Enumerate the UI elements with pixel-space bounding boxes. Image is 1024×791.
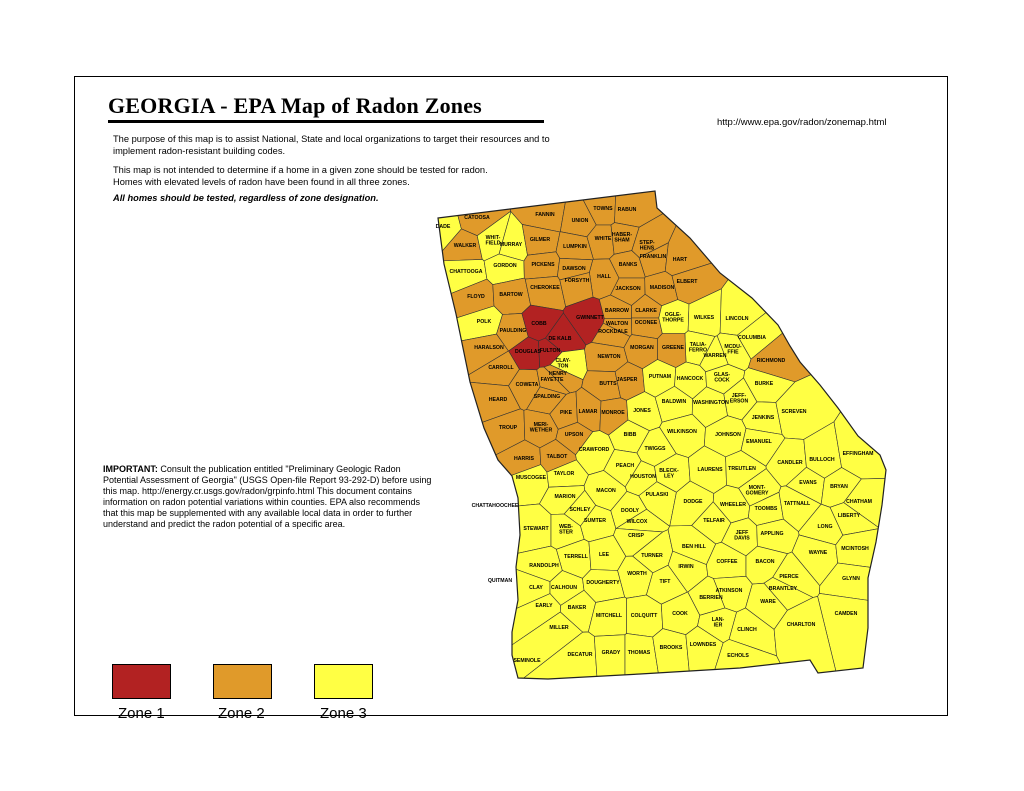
county-label-marion: MARION bbox=[554, 494, 576, 500]
county-label-candler: CANDLER bbox=[777, 460, 803, 466]
county-label-pierce: PIERCE bbox=[779, 574, 799, 580]
county-label-irwin: IRWIN bbox=[678, 564, 694, 570]
county-label-appling: APPLING bbox=[760, 531, 784, 537]
county-label-meri-wether: MERI-WETHER bbox=[529, 422, 553, 434]
county-label-bryan: BRYAN bbox=[830, 484, 848, 490]
county-label-brantley: BRANTLEY bbox=[768, 586, 798, 592]
county-label-chattooga: CHATTOOGA bbox=[449, 269, 483, 275]
county-label-mcdu-ffie: MCDU-FFIE bbox=[724, 344, 742, 356]
county-label-hall: HALL bbox=[597, 274, 611, 280]
county-label-fannin: FANNIN bbox=[535, 212, 555, 218]
county-label-pike: PIKE bbox=[559, 410, 573, 416]
intro-not-intended: This map is not intended to determine if a home in a given zone should be tested for radon. bbox=[113, 165, 488, 175]
county-label-colquitt: COLQUITT bbox=[630, 613, 658, 619]
county-label-sumter: SUMTER bbox=[584, 518, 606, 524]
county-label-spalding: SPALDING bbox=[533, 394, 561, 400]
county-label-crawford: CRAWFORD bbox=[578, 447, 610, 453]
county-label-bibb: BIBB bbox=[623, 432, 637, 438]
county-label-terrell: TERRELL bbox=[564, 554, 588, 560]
county-label-worth: WORTH bbox=[627, 571, 647, 577]
county-label-gwinnett: GWINNETT bbox=[576, 315, 604, 321]
county-label-lan-ier: LAN-IER bbox=[711, 617, 725, 629]
county-label-lamar: LAMAR bbox=[578, 409, 598, 415]
county-label-white: WHITE bbox=[594, 236, 612, 242]
county-label-decatur: DECATUR bbox=[567, 652, 593, 658]
legend-swatch-zone3 bbox=[314, 664, 373, 699]
county-hart bbox=[665, 180, 823, 276]
county-label-gordon: GORDON bbox=[493, 263, 517, 269]
intro-purpose: The purpose of this map is to assist National, State and local organizations to target their resources and to implement radon-resistant building codes. bbox=[113, 134, 550, 156]
intro-elevated-levels: Homes with elevated levels of radon have been found in all three zones. bbox=[113, 177, 410, 187]
county-label-dade: DADE bbox=[435, 224, 451, 230]
county-label-liberty: LIBERTY bbox=[837, 513, 861, 519]
county-label-newton: NEWTON bbox=[597, 354, 621, 360]
intro-test-all-homes: All homes should be tested, regardless of zone designation. bbox=[113, 193, 379, 203]
county-label-catoosa: CATOOSA bbox=[464, 215, 490, 221]
county-label-echols: ECHOLS bbox=[727, 653, 749, 659]
county-grady bbox=[594, 635, 625, 690]
county-label-talbot: TALBOT bbox=[546, 454, 568, 460]
county-label-calhoun: CALHOUN bbox=[551, 585, 577, 591]
county-label-paulding: PAULDING bbox=[499, 328, 527, 334]
county-label-polk: POLK bbox=[476, 319, 492, 325]
county-label-murray: MURRAY bbox=[499, 242, 523, 248]
county-label-banks: BANKS bbox=[618, 262, 638, 268]
county-label-chatham: CHATHAM bbox=[846, 499, 872, 505]
county-label-hancock: HANCOCK bbox=[676, 376, 704, 382]
county-label-thomas: THOMAS bbox=[627, 650, 651, 656]
legend-label-zone3: Zone 3 bbox=[320, 705, 367, 722]
county-label-tift: TIFT bbox=[659, 579, 671, 585]
county-label-haber-sham: HABER-SHAM bbox=[611, 232, 633, 244]
county-label-lowndes: LOWNDES bbox=[689, 642, 717, 648]
important-label: IMPORTANT: bbox=[103, 464, 158, 474]
county-label-ware: WARE bbox=[760, 599, 776, 605]
county-label-wayne: WAYNE bbox=[808, 550, 828, 556]
county-label-randolph: RANDOLPH bbox=[529, 563, 559, 569]
county-label-telfair: TELFAIR bbox=[703, 518, 725, 524]
county-label-franklin: FRANKLIN bbox=[639, 254, 667, 260]
county-label-jackson: JACKSON bbox=[615, 286, 641, 292]
county-label-richmond: RICHMOND bbox=[756, 358, 786, 364]
county-label-evans: EVANS bbox=[799, 480, 817, 486]
county-label-washington: WASHINGTON bbox=[693, 400, 729, 406]
county-label-greene: GREENE bbox=[662, 345, 684, 351]
county-label-carroll: CARROLL bbox=[488, 365, 514, 371]
county-label-dougherty: DOUGHERTY bbox=[586, 580, 620, 586]
county-label-ben-hill: BEN HILL bbox=[682, 544, 706, 550]
county-label-forsyth: FORSYTH bbox=[564, 278, 590, 284]
county-label-de-kalb: DE KALB bbox=[548, 336, 572, 342]
county-label-tattnall: TATTNALL bbox=[783, 501, 811, 507]
county-label-miller: MILLER bbox=[549, 625, 569, 631]
county-label-dooly: DOOLY bbox=[621, 508, 639, 514]
county-label-cobb: COBB bbox=[531, 321, 547, 327]
county-label-mitchell: MITCHELL bbox=[595, 613, 623, 619]
county-label-clay-ton: CLAY-TON bbox=[555, 358, 571, 370]
county-label-union: UNION bbox=[571, 218, 589, 224]
county-label-peach: PEACH bbox=[615, 463, 635, 469]
county-label-harris: HARRIS bbox=[514, 456, 534, 462]
county-label-laurens: LAURENS bbox=[697, 467, 723, 473]
county-label-stewart: STEWART bbox=[523, 526, 549, 532]
county-label-henry: HENRY bbox=[549, 371, 567, 377]
county-label-houston: HOUSTON bbox=[630, 474, 656, 480]
county-label-talia-ferro: TALIA-FERRO bbox=[688, 342, 708, 354]
county-label-lumpkin: LUMPKIN bbox=[563, 244, 587, 250]
county-lincoln bbox=[720, 180, 900, 335]
county-label-wilcox: WILCOX bbox=[626, 519, 648, 525]
county-label-johnson: JOHNSON bbox=[715, 432, 741, 438]
county-label-whit-field: WHIT-FIELD bbox=[485, 235, 501, 247]
county-label-lincoln: LINCOLN bbox=[725, 316, 749, 322]
county-label-baker: BAKER bbox=[567, 605, 587, 611]
county-label-rabun: RABUN bbox=[617, 207, 637, 213]
legend-swatch-zone1 bbox=[112, 664, 171, 699]
county-label-muscogee: MUSCOGEE bbox=[515, 475, 547, 481]
county-label-warren: WARREN bbox=[703, 353, 727, 359]
county-label-macon: MACON bbox=[596, 488, 616, 494]
county-label-wheeler: WHEELER bbox=[720, 502, 746, 508]
county-label-glas-cock: GLAS-COCK bbox=[713, 372, 731, 384]
county-brooks bbox=[653, 629, 691, 690]
county-label-elbert: ELBERT bbox=[676, 279, 698, 285]
county-label-atkinson: ATKINSON bbox=[715, 588, 743, 594]
county-label-taylor: TAYLOR bbox=[553, 471, 575, 477]
county-label-monroe: MONROE bbox=[601, 410, 625, 416]
county-label-douglas: DOUGLAS bbox=[515, 349, 541, 355]
county-label-troup: TROUP bbox=[498, 425, 518, 431]
county-label-hart: HART bbox=[672, 257, 688, 263]
county-label-fulton: FULTON bbox=[539, 348, 561, 354]
county-label-jeff-erson: JEFF-ERSON bbox=[729, 393, 749, 405]
county-label-screven: SCREVEN bbox=[781, 409, 807, 415]
county-label-wilkinson: WILKINSON bbox=[667, 429, 697, 435]
county-label-burke: BURKE bbox=[754, 381, 774, 387]
county-label-clay: CLAY bbox=[529, 585, 543, 591]
county-label-lee: LEE bbox=[598, 552, 610, 558]
county-label-jeff-davis: JEFF DAVIS bbox=[734, 530, 750, 542]
county-label-dawson: DAWSON bbox=[562, 266, 586, 272]
county-label-heard: HEARD bbox=[488, 397, 508, 403]
legend-label-zone2: Zone 2 bbox=[218, 705, 265, 722]
outside-label-seminole: SEMINOLE bbox=[513, 658, 541, 664]
legend-swatch-zone2 bbox=[213, 664, 272, 699]
county-label-crisp: CRISP bbox=[628, 533, 644, 539]
county-label-jasper: JASPER bbox=[616, 377, 638, 383]
county-label-rockdale: ROCKDALE bbox=[598, 329, 628, 335]
county-label-schley: SCHLEY bbox=[569, 507, 591, 513]
county-label-pickens: PICKENS bbox=[531, 262, 555, 268]
county-label-walker: WALKER bbox=[453, 243, 477, 249]
county-label-clinch: CLINCH bbox=[737, 627, 757, 633]
important-text: Consult the publication entitled "Preliminary Geologic Radon Potential Assessment of Georgia" (USGS Open-file Report 93-292-D) before using this map. http://energy.cr.usgs.gov/radon/grpinfo.html This document contains information on radon potential variations within counties. EPA also recommends that this map be supplemented with any available local data in order to further understand and predict the radon potential of a specific area. bbox=[103, 464, 432, 529]
county-label-effingham: EFFINGHAM bbox=[842, 451, 874, 457]
county-label-columbia: COLUMBIA bbox=[738, 335, 766, 341]
county-label-mcintosh: MCINTOSH bbox=[841, 546, 869, 552]
county-label-madison: MADISON bbox=[649, 285, 675, 291]
county-label-oconee: OCONEE bbox=[634, 320, 658, 326]
county-label-camden: CAMDEN bbox=[834, 611, 858, 617]
county-label-treutlen: TREUTLEN bbox=[728, 466, 756, 472]
county-label-jenkins: JENKINS bbox=[751, 415, 775, 421]
county-label-floyd: FLOYD bbox=[467, 294, 485, 300]
county-label-gilmer: GILMER bbox=[529, 237, 551, 243]
county-label-coffee: COFFEE bbox=[716, 559, 738, 565]
county-label-putnam: PUTNAM bbox=[648, 374, 672, 380]
county-label-upson: UPSON bbox=[564, 432, 584, 438]
county-label-wilkes: WILKES bbox=[693, 315, 715, 321]
legend-label-zone1: Zone 1 bbox=[118, 705, 165, 722]
county-label-charlton: CHARLTON bbox=[786, 622, 816, 628]
county-label-clarke: CLARKE bbox=[635, 308, 657, 314]
county-label-dodge: DODGE bbox=[683, 499, 703, 505]
county-label-early: EARLY bbox=[535, 603, 553, 609]
county-label-bleck-ley: BLECK-LEY bbox=[659, 468, 679, 480]
county-label-coweta: COWETA bbox=[515, 382, 539, 388]
county-label-ogle-thorpe: OGLE-THORPE bbox=[662, 312, 684, 324]
county-label-butts: BUTTS bbox=[599, 381, 617, 387]
outside-label-chattahoochee: CHATTAHOOCHEE bbox=[471, 503, 519, 509]
source-url: http://www.epa.gov/radon/zonemap.html bbox=[717, 117, 887, 128]
county-label-towns: TOWNS bbox=[593, 206, 613, 212]
county-label-twiggs: TWIGGS bbox=[644, 446, 666, 452]
county-label-jones: JONES bbox=[633, 408, 651, 414]
county-label-bacon: BACON bbox=[755, 559, 775, 565]
county-label-step-hens: STEP-HENS bbox=[639, 240, 655, 252]
county-label-cook: COOK bbox=[672, 611, 688, 617]
county-label-mont-gomery: MONT-GOMERY bbox=[745, 485, 769, 497]
county-label-haralson: HARALSON bbox=[474, 345, 504, 351]
county-label-grady: GRADY bbox=[601, 650, 621, 656]
county-label-cherokee: CHEROKEE bbox=[530, 285, 560, 291]
county-label-turner: TURNER bbox=[641, 553, 663, 559]
county-label-bartow: BARTOW bbox=[499, 292, 523, 298]
county-label-long: LONG bbox=[817, 524, 833, 530]
county-label-fayette: FAYETTE bbox=[540, 377, 564, 383]
county-label-morgan: MORGAN bbox=[630, 345, 654, 351]
county-label-glynn: GLYNN bbox=[842, 576, 860, 582]
county-label-emanuel: EMANUEL bbox=[746, 439, 772, 445]
county-label-walton: WALTON bbox=[606, 321, 628, 327]
county-label-barrow: BARROW bbox=[605, 308, 629, 314]
outside-label-quitman: QUITMAN bbox=[487, 578, 513, 584]
county-label-berrien: BERRIEN bbox=[699, 595, 723, 601]
county-label-web-ster: WEB-STER bbox=[559, 524, 573, 536]
county-label-bulloch: BULLOCH bbox=[809, 457, 835, 463]
county-label-brooks: BROOKS bbox=[659, 645, 683, 651]
county-label-pulaski: PULASKI bbox=[645, 492, 669, 498]
page-title: GEORGIA - EPA Map of Radon Zones bbox=[108, 93, 482, 118]
county-camden bbox=[818, 593, 900, 690]
county-label-baldwin: BALDWIN bbox=[661, 399, 687, 405]
county-label-toombs: TOOMBS bbox=[754, 506, 778, 512]
